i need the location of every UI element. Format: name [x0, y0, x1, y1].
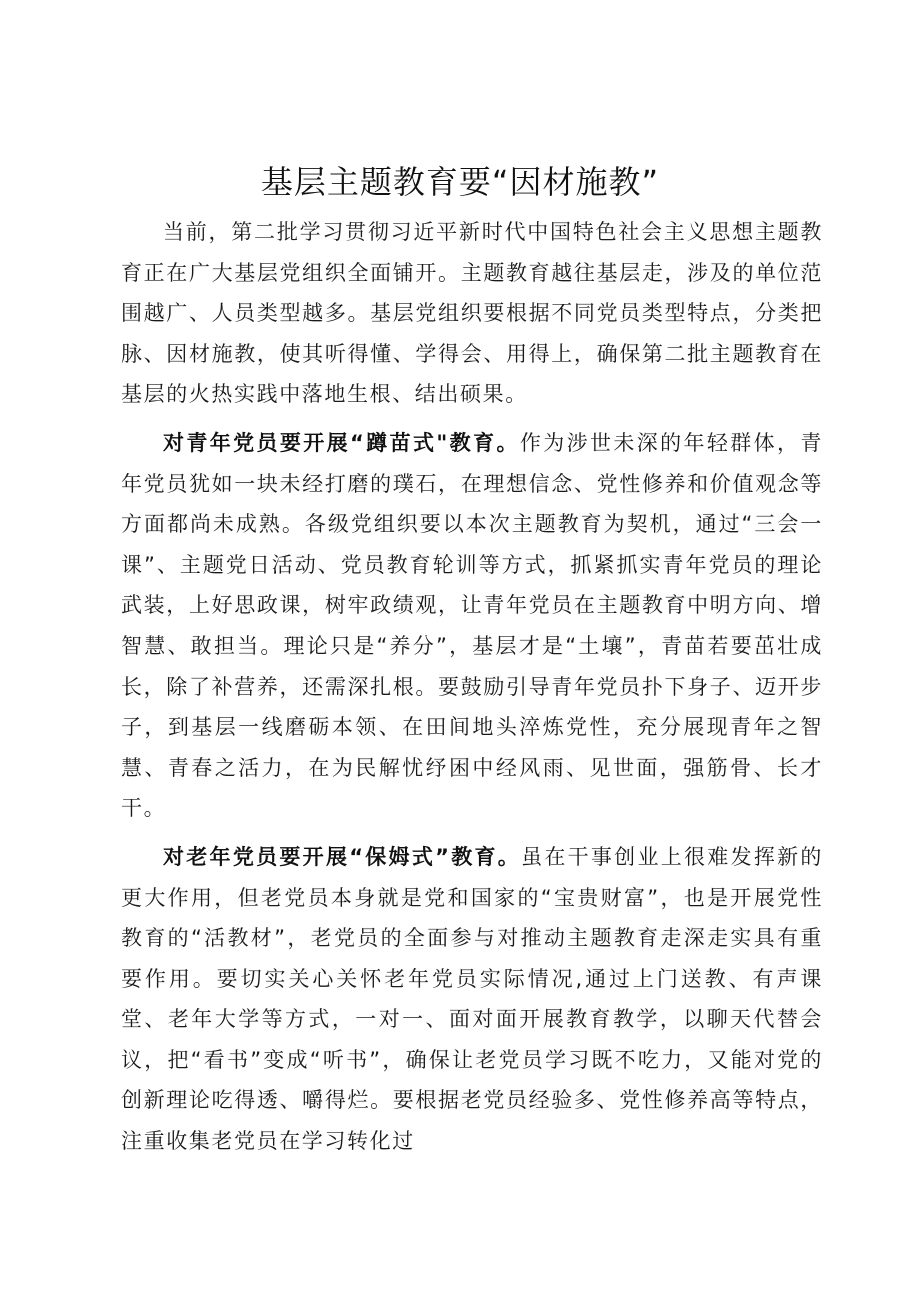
paragraph-text: 作为涉世未深的年轻群体，青年党员犹如一块未经打磨的璞石，在理想信念、党性修养和价值观念等方面都尚未成熟。各级党组织要以本次主题教育为契机，通过“三会一课”、主题党日活动、党员教育轮训等方式，抓紧抓实青年党员的理论武装，上好思政课，树牢政绩观，让青年党员在主题教育中明方向、增智慧、敢担当。理论只是“养分”，基层才是“土壤”，青苗若要茁壮成长，除了补营养，还需深扎根。要鼓励引导青年党员扑下身子、迈开步子，到基层一线磨砺本领、在田间地头淬炼党性，充分展现青年之智慧、青春之活力，在为民解忧纾困中经风雨、见世面，强筋骨、长才干。: [121, 430, 823, 821]
paragraph-heading: 对老年党员要开展“保姆式”教育。: [163, 844, 522, 869]
paragraph-text: 虽在干事创业上很难发挥新的更大作用，但老党员本身就是党和国家的“宝贵财富”，也是开展党性教育的“活教材”，老党员的全面参与对推动主题教育走深走实具有重要作用。要切实关心关怀老年党员实际情况,通过上门送教、有声课堂、老年大学等方式，一对一、面对面开展教育教学，以聊天代替会议，把“看书”变成“听书”，确保让老党员学习既不吃力，又能对党的创新理论吃得透、嚼得烂。要根据老党员经验多、党性修养高等特点，注重收集老党员在学习转化过: [121, 844, 823, 1154]
paragraph-text: 当前，第二批学习贯彻习近平新时代中国特色社会主义思想主题教育正在广大基层党组织全面铺开。主题教育越往基层走，涉及的单位范围越广、人员类型越多。基层党组织要根据不同党员类型特点，分类把脉、因材施教，使其听得懂、学得会、用得上，确保第二批主题教育在基层的火热实践中落地生根、结出硕果。: [121, 220, 823, 407]
paragraph-senior-members: [121, 837, 823, 1162]
paragraph-heading: 对青年党员要开展“蹲苗式"教育。: [163, 430, 520, 455]
paragraph-young-members: [121, 423, 823, 829]
paragraph-intro: [121, 212, 823, 415]
article-body: [121, 212, 823, 1170]
page-title: 基层主题教育要“因材施教”: [260, 163, 660, 201]
